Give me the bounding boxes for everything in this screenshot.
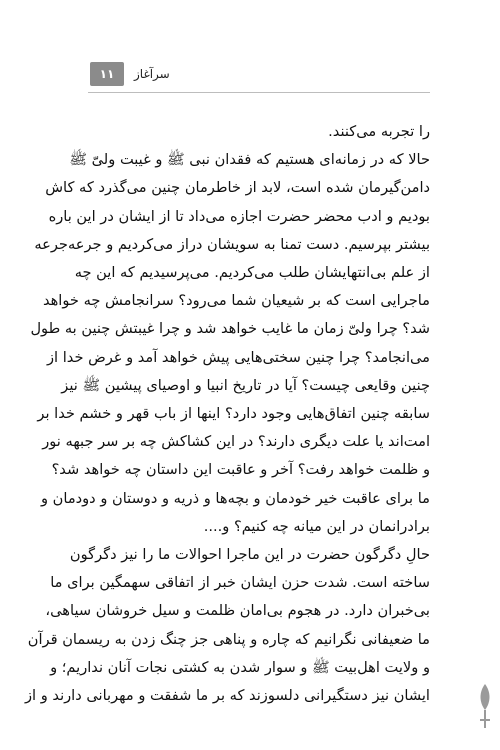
text-line: را تجربه می‌کنند. [328, 123, 430, 140]
body-text [24, 118, 430, 710]
text-line: ما ضعیفانی نگرانیم که چاره و پناهی جز چنگ زدن به ریسمان قرآن [27, 630, 430, 648]
text-line: می‌انجامد؟ چرا چنین سختی‌هایی پیش خواهد آمد و غرض خدا از [46, 348, 430, 366]
text-line: از علم بی‌انتهایشان طلب می‌کردیم. می‌پرسیدیم که این چه [74, 264, 430, 282]
page-header [90, 60, 430, 88]
text-line: و ولایت اهل‌بیت ﷺ و سوار شدن به کشتی نجات آنان نداریم؛ و [50, 658, 430, 676]
text-line: سابقه چنین اتفاق‌هایی وجود دارد؟ اینها از باب قهر و خشم خدا بر [37, 405, 430, 423]
text-line: برادرانمان در این میانه چه کنیم؟ و.... [203, 517, 430, 535]
text-line: دامن‌گیرمان شده است، لابد از خاطرمان چنین می‌گذرد که کاش [45, 179, 430, 197]
running-head: سرآغاز [134, 67, 170, 81]
text-line: ایشان نیز دستگیرانی دلسوزند که بر ما شفقت و مهربانی دارند و از [24, 687, 430, 705]
text-line: حالا که در زمانه‌ای هستیم که فقدان نبی ﷺ و غیبت ولیّ ﷺ [69, 151, 430, 169]
text-line: ما برای عاقبت خیر خودمان و بچه‌ها و ذریه و دوستان و دودمان و [40, 489, 430, 507]
page-number: ۱۱ [90, 62, 124, 86]
text-line: بودیم و ادب محضر حضرت اجازه می‌داد تا از ایشان در این باره [48, 207, 430, 225]
text-line: ماجرایی است که بر شیعیان شما می‌رود؟ سرانجامش چه خواهد [42, 292, 430, 310]
text-line: بی‌خبران دارد. در هجوم بی‌امان ظلمت و سیل خروشان سیاهی، [45, 602, 430, 620]
text-line: بیشتر بپرسیم. دست تمنا به سویشان دراز می‌کردیم و جرعه‌جرعه [34, 235, 430, 253]
text-line: و ظلمت خواهد رفت؟ آخر و عاقبت این داستان چه خواهد شد؟ [51, 461, 430, 479]
publisher-logo-icon [476, 680, 494, 732]
text-line: امت‌اند یا علت دیگری دارند؟ در این کشاکش چه بر سر جبهه نور [42, 433, 430, 451]
header-divider [88, 92, 430, 93]
text-line: حالِ دگرگون حضرت در این ماجرا احوالات ما را نیز دگرگون [69, 546, 430, 564]
text-line: چنین وقایعی چیست؟ آیا در تاریخ انبیا و اوصیای پیشین ﷺ نیز [61, 376, 430, 394]
text-line: شد؟ چرا ولیّ زمان ما غایب خواهد شد و چرا غیبتش چنین به طول [30, 320, 430, 338]
text-line: ساخته است. شدت حزن ایشان خبر از اتفاقی سهمگین برای ما [50, 574, 430, 592]
